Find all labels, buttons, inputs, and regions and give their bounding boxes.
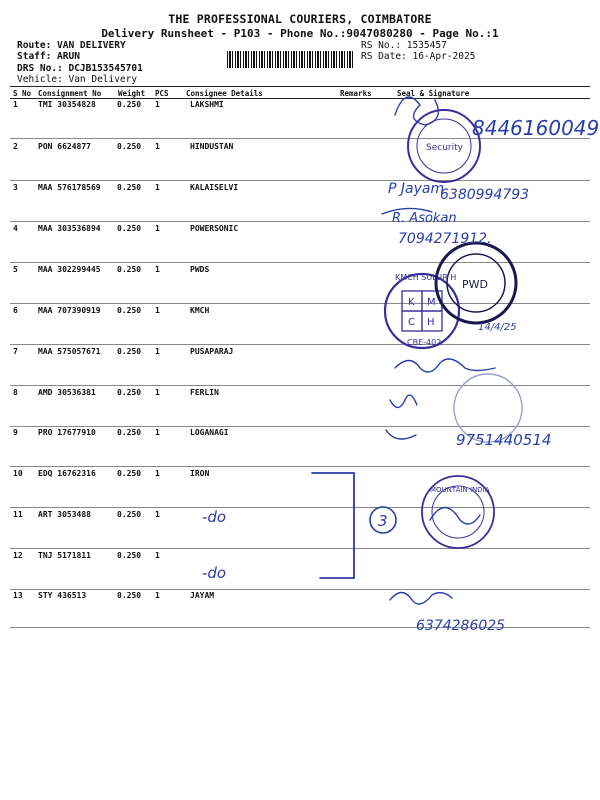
row-consignment: PON 6624877 bbox=[38, 142, 91, 151]
circled-three bbox=[370, 507, 396, 533]
col-pcs: PCS bbox=[155, 89, 169, 98]
row-consignee: POWERSONIC bbox=[190, 224, 239, 233]
row1-phone: 8446160049 bbox=[472, 116, 600, 140]
row-divider bbox=[10, 138, 590, 139]
vehicle-label: Vehicle: Van Delivery bbox=[17, 74, 138, 85]
row-weight: 0.250 bbox=[117, 265, 142, 274]
row-pcs: 1 bbox=[155, 100, 160, 109]
row-weight: 0.250 bbox=[117, 224, 142, 233]
row-consignment: MAA 302299445 bbox=[38, 265, 101, 274]
row6-date: 14/4/25 bbox=[478, 322, 517, 333]
row-divider bbox=[10, 180, 590, 181]
col-seal-signature: Seal & Signature bbox=[397, 89, 470, 98]
row-consignee: LAKSHMI bbox=[190, 100, 224, 109]
row3-name: P Jayam bbox=[388, 181, 445, 197]
rs-date: RS Date: 16-Apr-2025 bbox=[361, 51, 476, 62]
row-divider bbox=[10, 344, 590, 345]
row-consignment: STY 436513 bbox=[38, 591, 87, 600]
row-sno: 4 bbox=[13, 224, 18, 233]
stamp-security-text: Security bbox=[426, 143, 463, 153]
row-pcs: 1 bbox=[155, 510, 160, 519]
col-consignee: Consignee Details bbox=[186, 89, 263, 98]
row-pcs: 1 bbox=[155, 551, 160, 560]
row3-phone: 6380994793 bbox=[440, 187, 530, 203]
col-weight: Weight bbox=[118, 89, 146, 98]
stamp-mountain-text: MOUNTAIN INDIA bbox=[430, 486, 490, 494]
row-consignment: ART 3053488 bbox=[38, 510, 91, 519]
signature-row13 bbox=[390, 593, 452, 605]
row-sno: 5 bbox=[13, 265, 18, 274]
row-pcs: 1 bbox=[155, 306, 160, 315]
row-sno: 13 bbox=[13, 591, 23, 600]
row-sno: 6 bbox=[13, 306, 18, 315]
col-remarks: Remarks bbox=[340, 89, 372, 98]
row-sno: 12 bbox=[13, 551, 23, 560]
row-consignment: MAA 576178569 bbox=[38, 183, 101, 192]
row-pcs: 1 bbox=[155, 469, 160, 478]
stamp-kmch-top: KMCH SULUR H bbox=[395, 273, 457, 282]
row4-name: R. Asokan bbox=[392, 211, 457, 226]
row-sno: 11 bbox=[13, 510, 23, 519]
row-weight: 0.250 bbox=[117, 100, 142, 109]
row-consignee: PUSAPARAJ bbox=[190, 347, 234, 356]
row-divider bbox=[10, 589, 590, 590]
row-consignment: MAA 707390919 bbox=[38, 306, 101, 315]
page-title: THE PROFESSIONAL COURIERS, COIMBATORE bbox=[168, 12, 432, 26]
signature-row11 bbox=[430, 508, 480, 525]
row-consignment: MAA 303536894 bbox=[38, 224, 101, 233]
row-pcs: 1 bbox=[155, 224, 160, 233]
row-divider bbox=[10, 303, 590, 304]
row-consignee: FERLIN bbox=[190, 388, 219, 397]
page-subtitle: Delivery Runsheet - P103 - Phone No.:9047080280 - Page No.:1 bbox=[101, 27, 499, 40]
row-consignment: PRO 17677910 bbox=[38, 428, 96, 437]
row-weight: 0.250 bbox=[117, 551, 142, 560]
row-consignment: AMD 30536381 bbox=[38, 388, 96, 397]
row-weight: 0.250 bbox=[117, 142, 142, 151]
row-pcs: 1 bbox=[155, 428, 160, 437]
row-sno: 8 bbox=[13, 388, 18, 397]
row-weight: 0.250 bbox=[117, 183, 142, 192]
row-sno: 9 bbox=[13, 428, 18, 437]
stamp-kmch-bottom: CBE-402 bbox=[407, 338, 442, 347]
security-stamp bbox=[408, 110, 480, 182]
bracket-rows10-12 bbox=[312, 473, 354, 578]
staff-label: Staff: ARUN bbox=[17, 51, 80, 62]
kmch-stamp bbox=[385, 274, 459, 348]
row-pcs: 1 bbox=[155, 183, 160, 192]
row-sno: 3 bbox=[13, 183, 18, 192]
row-weight: 0.250 bbox=[117, 591, 142, 600]
row-divider bbox=[10, 426, 590, 427]
row13-phone: 6374286025 bbox=[416, 618, 506, 634]
row-weight: 0.250 bbox=[117, 469, 142, 478]
col-sno: S No bbox=[13, 89, 32, 98]
col-consignment: Consignment No bbox=[38, 89, 102, 98]
row-divider bbox=[10, 466, 590, 467]
row-sno: 10 bbox=[13, 469, 23, 478]
row-weight: 0.250 bbox=[117, 388, 142, 397]
stamp-kmch-h: H bbox=[427, 317, 435, 328]
row-consignment: TNJ 5171811 bbox=[38, 551, 91, 560]
row-sno: 2 bbox=[13, 142, 18, 151]
row-divider bbox=[10, 507, 590, 508]
row-sno: 1 bbox=[13, 100, 18, 109]
row-pcs: 1 bbox=[155, 388, 160, 397]
row-divider bbox=[10, 627, 590, 628]
row-consignment: MAA 575057671 bbox=[38, 347, 101, 356]
row-consignee: HINDUSTAN bbox=[190, 142, 234, 151]
row-consignee: LOGANAGI bbox=[190, 428, 229, 437]
row-weight: 0.250 bbox=[117, 510, 142, 519]
row-weight: 0.250 bbox=[117, 306, 142, 315]
drs-number: DRS No.: DCJB153545701 bbox=[17, 63, 143, 74]
row-consignee: IRON bbox=[190, 469, 210, 478]
row-divider bbox=[10, 548, 590, 549]
row-consignee: KALAISELVI bbox=[190, 183, 239, 192]
stamp-kmch-k: K bbox=[408, 297, 415, 308]
row9-phone: 9751440514 bbox=[456, 431, 552, 449]
row-pcs: 1 bbox=[155, 265, 160, 274]
row-consignee: PWDS bbox=[190, 265, 210, 274]
row-divider bbox=[10, 262, 590, 263]
signature-row7 bbox=[395, 359, 495, 372]
row11-ditto: -do bbox=[202, 508, 227, 526]
row-pcs: 1 bbox=[155, 142, 160, 151]
row-consignee: JAYAM bbox=[190, 591, 215, 600]
row-divider bbox=[10, 385, 590, 386]
signature-row1 bbox=[395, 97, 438, 125]
rs-number: RS No.: 1535457 bbox=[361, 40, 447, 51]
signature-row4 bbox=[382, 208, 432, 214]
pwd-stamp bbox=[436, 243, 516, 323]
stamp-pwd-text: PWD bbox=[462, 278, 488, 291]
circled-number: 3 bbox=[378, 512, 388, 530]
row-consignment: EDQ 16762316 bbox=[38, 469, 96, 478]
row-consignment: TMI 30354828 bbox=[38, 100, 96, 109]
row-divider bbox=[10, 221, 590, 222]
barcode bbox=[227, 51, 355, 68]
row-weight: 0.250 bbox=[117, 347, 142, 356]
signature-row8 bbox=[390, 395, 417, 407]
stamp-kmch-m: M bbox=[427, 297, 436, 308]
table-top-rule bbox=[10, 86, 590, 87]
stamp-kmch-c: C bbox=[408, 317, 415, 328]
signature-row9 bbox=[386, 430, 416, 439]
row-pcs: 1 bbox=[155, 591, 160, 600]
row4-phone: 7094271912. bbox=[398, 231, 492, 247]
row-pcs: 1 bbox=[155, 347, 160, 356]
row-consignee: KMCH bbox=[190, 306, 210, 315]
mountain-india-stamp bbox=[422, 476, 494, 548]
row-sno: 7 bbox=[13, 347, 18, 356]
route-label: Route: VAN DELIVERY bbox=[17, 40, 126, 51]
row12-ditto: -do bbox=[202, 564, 227, 582]
row-weight: 0.250 bbox=[117, 428, 142, 437]
table-header-rule bbox=[10, 98, 590, 99]
